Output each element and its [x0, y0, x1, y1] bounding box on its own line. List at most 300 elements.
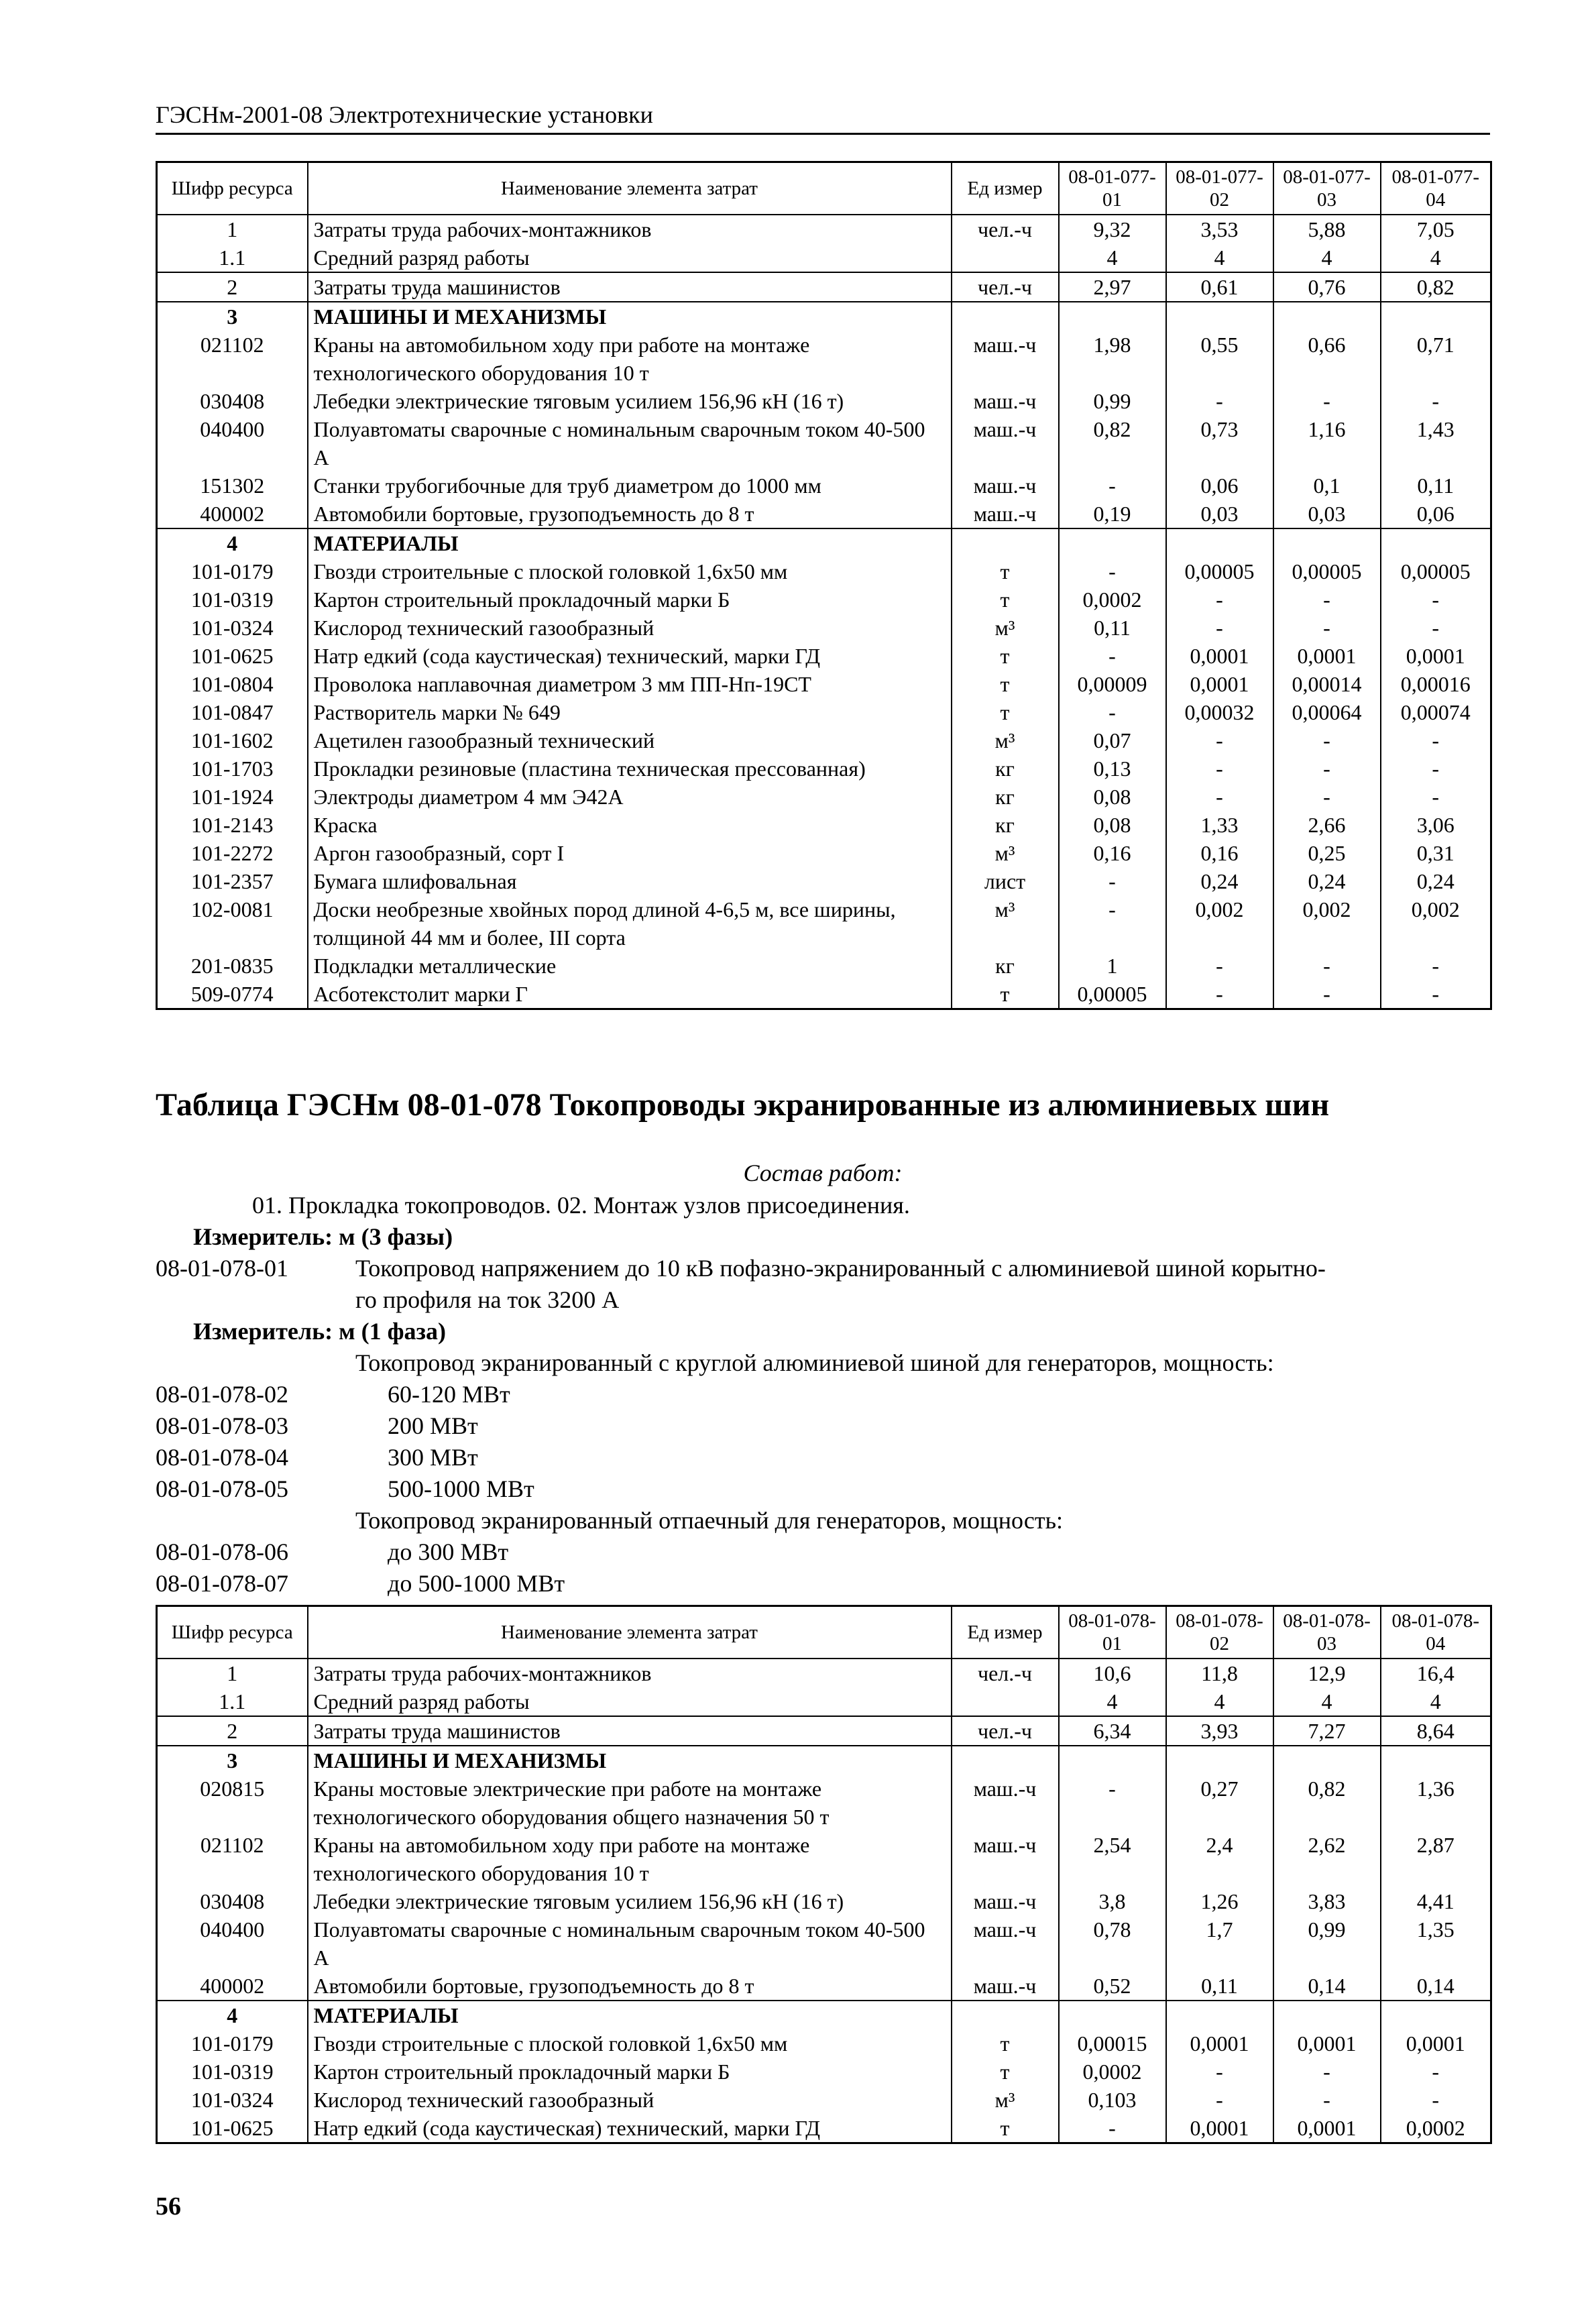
resource-value [1381, 302, 1491, 331]
resource-value: 0,002 [1166, 895, 1273, 952]
composition-title: Состав работ: [743, 1160, 903, 1186]
resource-unit: м³ [952, 726, 1059, 754]
resource-value: 1,98 [1059, 331, 1166, 387]
resource-value: - [1273, 754, 1381, 783]
resource-name: МАТЕРИАЛЫ [308, 528, 952, 557]
resource-value: 0,16 [1059, 839, 1166, 867]
resource-name: Затраты труда машинистов [308, 272, 952, 302]
resource-name: Кислород технический газообразный [308, 2086, 952, 2114]
resource-value: - [1166, 387, 1273, 415]
resource-value: 4 [1059, 1687, 1166, 1716]
resource-value: 0,55 [1166, 331, 1273, 387]
header-col: 08-01-078-01 [1059, 1606, 1166, 1659]
resource-value: 0,0001 [1166, 642, 1273, 670]
resource-value: 3,93 [1166, 1716, 1273, 1746]
resource-code: 101-0804 [157, 670, 308, 698]
resource-value: - [1166, 614, 1273, 642]
resource-value: 0,0001 [1166, 670, 1273, 698]
resource-value [1059, 1746, 1166, 1775]
resource-unit: т [952, 2114, 1059, 2143]
resource-unit [952, 243, 1059, 272]
resource-value: 0,66 [1273, 331, 1381, 387]
resource-name: Станки трубогибочные для труб диаметром до 1000 мм [308, 471, 952, 500]
header-unit: Ед измер [952, 162, 1059, 215]
resource-value: 0,00015 [1059, 2029, 1166, 2058]
resource-value: 0,25 [1273, 839, 1381, 867]
table-row [157, 698, 1491, 726]
resource-value [1273, 302, 1381, 331]
resource-value: 0,0001 [1381, 2029, 1491, 2058]
table-row [157, 952, 1491, 980]
resource-name: Натр едкий (сода каустическая) технический, марки ГД [308, 642, 952, 670]
resource-value: 0,0001 [1166, 2114, 1273, 2143]
resource-name: Лебедки электрические тяговым усилием 156,96 кН (16 т) [308, 387, 952, 415]
resource-name: Средний разряд работы [308, 243, 952, 272]
resource-code: 030408 [157, 1887, 308, 1915]
header-col: 08-01-077-01 [1059, 162, 1166, 215]
resource-unit: т [952, 642, 1059, 670]
resource-value: 0,82 [1273, 1775, 1381, 1831]
header-col: 08-01-077-03 [1273, 162, 1381, 215]
resource-code: 101-0179 [157, 2029, 308, 2058]
resource-code: 2 [157, 1716, 308, 1746]
resource-value: - [1381, 980, 1491, 1009]
resource-value: - [1273, 614, 1381, 642]
item-code: 08-01-078-01 [156, 1255, 288, 1282]
resource-value: - [1059, 557, 1166, 585]
table-row [157, 1887, 1491, 1915]
resource-code: 040400 [157, 415, 308, 471]
resource-code: 509-0774 [157, 980, 308, 1009]
resource-code: 101-0625 [157, 2114, 308, 2143]
resource-name: МАШИНЫ И МЕХАНИЗМЫ [308, 302, 952, 331]
resource-code: 101-1602 [157, 726, 308, 754]
resource-code: 101-0179 [157, 557, 308, 585]
resource-value: - [1381, 783, 1491, 811]
composition-text: 01. Прокладка токопроводов. 02. Монтаж узлов присоединения. [252, 1192, 910, 1219]
resource-code: 400002 [157, 500, 308, 528]
resource-unit: м³ [952, 614, 1059, 642]
resource-value: - [1166, 585, 1273, 614]
resource-value: - [1059, 1775, 1166, 1831]
resource-value: - [1381, 952, 1491, 980]
resource-value: 4,41 [1381, 1887, 1491, 1915]
resource-name: Проволока наплавочная диаметром 3 мм ПП-Нп-19СТ [308, 670, 952, 698]
resource-value [1273, 1746, 1381, 1775]
resource-value: - [1273, 387, 1381, 415]
resource-value: 2,62 [1273, 1831, 1381, 1887]
table-row [157, 670, 1491, 698]
table-row [157, 471, 1491, 500]
resource-value: 0,14 [1381, 1972, 1491, 2001]
resource-value: 1 [1059, 952, 1166, 980]
resource-value: - [1381, 726, 1491, 754]
resource-value: 0,03 [1166, 500, 1273, 528]
resource-value: 1,7 [1166, 1915, 1273, 1972]
table-row [157, 585, 1491, 614]
running-header: ГЭСНм-2001-08 Электротехнические установки [156, 101, 1490, 135]
header-code: Шифр ресурса [157, 162, 308, 215]
resource-value: 0,08 [1059, 811, 1166, 839]
header-unit: Ед измер [952, 1606, 1059, 1659]
resource-value: 0,002 [1273, 895, 1381, 952]
table-row [157, 726, 1491, 754]
resource-code: 1 [157, 1659, 308, 1687]
resource-code: 020815 [157, 1775, 308, 1831]
resource-code: 151302 [157, 471, 308, 500]
resource-value: 0,82 [1059, 415, 1166, 471]
resource-code: 030408 [157, 387, 308, 415]
resource-name: МАШИНЫ И МЕХАНИЗМЫ [308, 1746, 952, 1775]
resource-unit: кг [952, 952, 1059, 980]
item-code: 08-01-078-05 [156, 1475, 288, 1502]
resource-unit: маш.-ч [952, 415, 1059, 471]
resource-value: 4 [1059, 243, 1166, 272]
table-row [157, 2058, 1491, 2086]
resource-value: 0,14 [1273, 1972, 1381, 2001]
resource-code: 2 [157, 272, 308, 302]
resource-value: 0,0001 [1166, 2029, 1273, 2058]
resource-value: 7,27 [1273, 1716, 1381, 1746]
resource-value: 0,0001 [1381, 642, 1491, 670]
table-row [157, 1972, 1491, 2001]
table-row [157, 331, 1491, 387]
resource-code: 4 [157, 528, 308, 557]
page-number: 56 [156, 2192, 181, 2221]
resource-name: Гвозди строительные с плоской головкой 1,6x50 мм [308, 2029, 952, 2058]
table-row [157, 754, 1491, 783]
resource-value: - [1381, 614, 1491, 642]
resource-value: 0,0002 [1381, 2114, 1491, 2143]
resource-value: 1,43 [1381, 415, 1491, 471]
resource-name: Краны на автомобильном ходу при работе на монтаже технологического оборудования 10 т [308, 331, 952, 387]
resource-table-077 [156, 161, 1492, 1010]
resource-unit: маш.-ч [952, 1915, 1059, 1972]
group-title: Токопровод экранированный отпаечный для генераторов, мощность: [355, 1507, 1064, 1534]
item-text: 60-120 МВт [388, 1381, 510, 1408]
resource-value: 3,8 [1059, 1887, 1166, 1915]
resource-name: Бумага шлифовальная [308, 867, 952, 895]
resource-value: 0,99 [1059, 387, 1166, 415]
table-row [157, 415, 1491, 471]
resource-value: 0,00074 [1381, 698, 1491, 726]
table-row [157, 557, 1491, 585]
resource-unit: маш.-ч [952, 1972, 1059, 2001]
resource-code: 021102 [157, 331, 308, 387]
resource-value [1381, 528, 1491, 557]
resource-unit: чел.-ч [952, 215, 1059, 243]
resource-value: - [1273, 980, 1381, 1009]
resource-code: 101-0324 [157, 614, 308, 642]
resource-value: 0,00009 [1059, 670, 1166, 698]
resource-value: 0,08 [1059, 783, 1166, 811]
item-code: 08-01-078-03 [156, 1412, 288, 1439]
resource-table-078 [156, 1605, 1492, 2144]
resource-value: 2,87 [1381, 1831, 1491, 1887]
resource-code: 4 [157, 2001, 308, 2029]
table-row [157, 528, 1491, 557]
resource-value: 0,82 [1381, 272, 1491, 302]
resource-unit: кг [952, 754, 1059, 783]
resource-value: - [1166, 783, 1273, 811]
resource-name: Полуавтоматы сварочные с номинальным сварочным током 40-500 А [308, 415, 952, 471]
resource-name: Электроды диаметром 4 мм Э42А [308, 783, 952, 811]
table-title: Таблица ГЭСНм 08-01-078 Токопроводы экранированные из алюминиевых шин [156, 1087, 1330, 1123]
resource-value: 10,6 [1059, 1659, 1166, 1687]
resource-value [1273, 2001, 1381, 2029]
resource-value: 0,0001 [1273, 2029, 1381, 2058]
resource-value: 1,35 [1381, 1915, 1491, 1972]
resource-value: 0,76 [1273, 272, 1381, 302]
resource-value [1166, 1746, 1273, 1775]
resource-value: - [1059, 895, 1166, 952]
resource-unit: т [952, 698, 1059, 726]
resource-value: - [1166, 726, 1273, 754]
resource-value: - [1059, 867, 1166, 895]
resource-value: 1,26 [1166, 1887, 1273, 1915]
resource-name: Натр едкий (сода каустическая) технический, марки ГД [308, 2114, 952, 2143]
resource-value: 0,24 [1381, 867, 1491, 895]
resource-value: - [1059, 642, 1166, 670]
resource-value: 0,002 [1381, 895, 1491, 952]
resource-name: Затраты труда рабочих-монтажников [308, 1659, 952, 1687]
table-row [157, 642, 1491, 670]
resource-value: 3,53 [1166, 215, 1273, 243]
resource-code: 101-1703 [157, 754, 308, 783]
resource-value: 0,06 [1166, 471, 1273, 500]
resource-value: - [1166, 952, 1273, 980]
resource-value: 0,00005 [1273, 557, 1381, 585]
resource-code: 201-0835 [157, 952, 308, 980]
table2-body [157, 1659, 1491, 2143]
resource-unit: маш.-ч [952, 500, 1059, 528]
resource-unit: м³ [952, 839, 1059, 867]
table-row [157, 215, 1491, 243]
resource-value: 2,4 [1166, 1831, 1273, 1887]
resource-code: 1.1 [157, 243, 308, 272]
group-title: Токопровод экранированный с круглой алюминиевой шиной для генераторов, мощность: [355, 1349, 1274, 1376]
item-text: 200 МВт [388, 1412, 478, 1439]
resource-value: 0,0001 [1273, 2114, 1381, 2143]
item-text: 500-1000 МВт [388, 1475, 534, 1502]
header-col: 08-01-078-02 [1166, 1606, 1273, 1659]
resource-name: Краны на автомобильном ходу при работе на монтаже технологического оборудования 10 т [308, 1831, 952, 1887]
resource-value: 16,4 [1381, 1659, 1491, 1687]
resource-unit [952, 528, 1059, 557]
table-row [157, 2114, 1491, 2143]
header-code: Шифр ресурса [157, 1606, 308, 1659]
resource-value: 4 [1166, 1687, 1273, 1716]
resource-value: - [1273, 952, 1381, 980]
table-row [157, 1831, 1491, 1887]
resource-value: 4 [1381, 243, 1491, 272]
item-text: до 500-1000 МВт [388, 1570, 565, 1597]
resource-code: 101-2143 [157, 811, 308, 839]
resource-name: Асботекстолит марки Г [308, 980, 952, 1009]
resource-name: Кислород технический газообразный [308, 614, 952, 642]
item-code: 08-01-078-07 [156, 1570, 288, 1597]
resource-unit: маш.-ч [952, 331, 1059, 387]
resource-unit: маш.-ч [952, 1831, 1059, 1887]
resource-value: - [1166, 2058, 1273, 2086]
resource-code: 102-0081 [157, 895, 308, 952]
table-row [157, 2001, 1491, 2029]
table1-body [157, 215, 1491, 1009]
resource-value: - [1059, 471, 1166, 500]
resource-code: 021102 [157, 1831, 308, 1887]
table-row [157, 867, 1491, 895]
resource-value: 1,36 [1381, 1775, 1491, 1831]
header-col: 08-01-077-02 [1166, 162, 1273, 215]
resource-value: - [1273, 585, 1381, 614]
item-code: 08-01-078-04 [156, 1444, 288, 1471]
resource-value: 0,24 [1166, 867, 1273, 895]
resource-value: 0,13 [1059, 754, 1166, 783]
resource-unit: маш.-ч [952, 1887, 1059, 1915]
table-row [157, 302, 1491, 331]
resource-unit: кг [952, 783, 1059, 811]
resource-value: 11,8 [1166, 1659, 1273, 1687]
resource-value [1381, 2001, 1491, 2029]
table-row [157, 783, 1491, 811]
resource-unit: т [952, 980, 1059, 1009]
resource-unit: т [952, 2058, 1059, 2086]
header-name: Наименование элемента затрат [308, 1606, 952, 1659]
measure-unit-2: Измеритель: м (1 фаза) [193, 1318, 446, 1345]
resource-value: 2,66 [1273, 811, 1381, 839]
resource-value: - [1273, 726, 1381, 754]
resource-value: 2,97 [1059, 272, 1166, 302]
resource-code: 101-0319 [157, 585, 308, 614]
resource-value: - [1381, 2086, 1491, 2114]
resource-name: Прокладки резиновые (пластина техническая прессованная) [308, 754, 952, 783]
resource-value: - [1381, 2058, 1491, 2086]
resource-name: Картон строительный прокладочный марки Б [308, 585, 952, 614]
resource-value: 0,78 [1059, 1915, 1166, 1972]
resource-value [1059, 2001, 1166, 2029]
table-row [157, 243, 1491, 272]
resource-unit [952, 1687, 1059, 1716]
resource-unit: м³ [952, 2086, 1059, 2114]
resource-value [1166, 2001, 1273, 2029]
resource-value [1059, 528, 1166, 557]
header-name: Наименование элемента затрат [308, 162, 952, 215]
resource-value: - [1273, 2086, 1381, 2114]
resource-value: 5,88 [1273, 215, 1381, 243]
table-row [157, 614, 1491, 642]
resource-value: 1,33 [1166, 811, 1273, 839]
resource-value: - [1059, 2114, 1166, 2143]
resource-value: 0,11 [1381, 471, 1491, 500]
item-code: 08-01-078-02 [156, 1381, 288, 1408]
resource-value: 0,00014 [1273, 670, 1381, 698]
resource-value: - [1381, 387, 1491, 415]
table-row [157, 2029, 1491, 2058]
resource-name: Доски необрезные хвойных пород длиной 4-6,5 м, все ширины, толщиной 44 мм и более, III сорта [308, 895, 952, 952]
table-row [157, 1716, 1491, 1746]
resource-value: 4 [1273, 1687, 1381, 1716]
resource-value: 0,00016 [1381, 670, 1491, 698]
item-code: 08-01-078-06 [156, 1538, 288, 1565]
resource-code: 040400 [157, 1915, 308, 1972]
resource-code: 3 [157, 302, 308, 331]
resource-code: 1.1 [157, 1687, 308, 1716]
resource-unit [952, 2001, 1059, 2029]
resource-value: - [1166, 754, 1273, 783]
resource-value: 0,24 [1273, 867, 1381, 895]
table-row [157, 1659, 1491, 1687]
table-row [157, 1775, 1491, 1831]
resource-name: Растворитель марки № 649 [308, 698, 952, 726]
resource-value: 0,00005 [1059, 980, 1166, 1009]
resource-value: 2,54 [1059, 1831, 1166, 1887]
resource-value: - [1273, 2058, 1381, 2086]
resource-value: 0,06 [1381, 500, 1491, 528]
resource-value: - [1166, 980, 1273, 1009]
resource-value: 0,0002 [1059, 2058, 1166, 2086]
resource-value: 0,103 [1059, 2086, 1166, 2114]
resource-value: 0,00032 [1166, 698, 1273, 726]
measure-unit-1: Измеритель: м (3 фазы) [193, 1223, 453, 1250]
resource-value: 0,03 [1273, 500, 1381, 528]
resource-value: 8,64 [1381, 1716, 1491, 1746]
resource-unit: кг [952, 811, 1059, 839]
resource-unit [952, 302, 1059, 331]
resource-value: 9,32 [1059, 215, 1166, 243]
item-text: 300 МВт [388, 1444, 478, 1471]
resource-value: 0,27 [1166, 1775, 1273, 1831]
resource-value: 0,0001 [1273, 642, 1381, 670]
resource-value: 0,00005 [1381, 557, 1491, 585]
table-row [157, 1687, 1491, 1716]
resource-value: 3,06 [1381, 811, 1491, 839]
resource-value: - [1059, 698, 1166, 726]
resource-code: 400002 [157, 1972, 308, 2001]
resource-unit: т [952, 585, 1059, 614]
item-text: Токопровод напряжением до 10 кВ пофазно-экранированный с алюминиевой шиной корытно- [355, 1255, 1326, 1282]
resource-value: 0,31 [1381, 839, 1491, 867]
resource-value [1381, 1746, 1491, 1775]
resource-name: Подкладки металлические [308, 952, 952, 980]
header-col: 08-01-078-03 [1273, 1606, 1381, 1659]
resource-value: 0,99 [1273, 1915, 1381, 1972]
resource-code: 101-0319 [157, 2058, 308, 2086]
resource-name: Автомобили бортовые, грузоподъемность до 8 т [308, 500, 952, 528]
resource-name: Гвозди строительные с плоской головкой 1,6x50 мм [308, 557, 952, 585]
resource-unit: т [952, 670, 1059, 698]
table-row [157, 1915, 1491, 1972]
resource-unit: маш.-ч [952, 471, 1059, 500]
resource-value: 0,71 [1381, 331, 1491, 387]
resource-unit: маш.-ч [952, 1775, 1059, 1831]
table-row [157, 387, 1491, 415]
resource-unit: т [952, 557, 1059, 585]
resource-value: - [1381, 754, 1491, 783]
resource-name: Краска [308, 811, 952, 839]
resource-value: - [1273, 783, 1381, 811]
item-text: до 300 МВт [388, 1538, 509, 1565]
resource-code: 101-2272 [157, 839, 308, 867]
resource-code: 101-2357 [157, 867, 308, 895]
table-row [157, 839, 1491, 867]
resource-code: 101-0324 [157, 2086, 308, 2114]
table-row [157, 895, 1491, 952]
table-row [157, 272, 1491, 302]
resource-value: 0,61 [1166, 272, 1273, 302]
resource-unit: т [952, 2029, 1059, 2058]
table-row [157, 500, 1491, 528]
resource-value: 12,9 [1273, 1659, 1381, 1687]
